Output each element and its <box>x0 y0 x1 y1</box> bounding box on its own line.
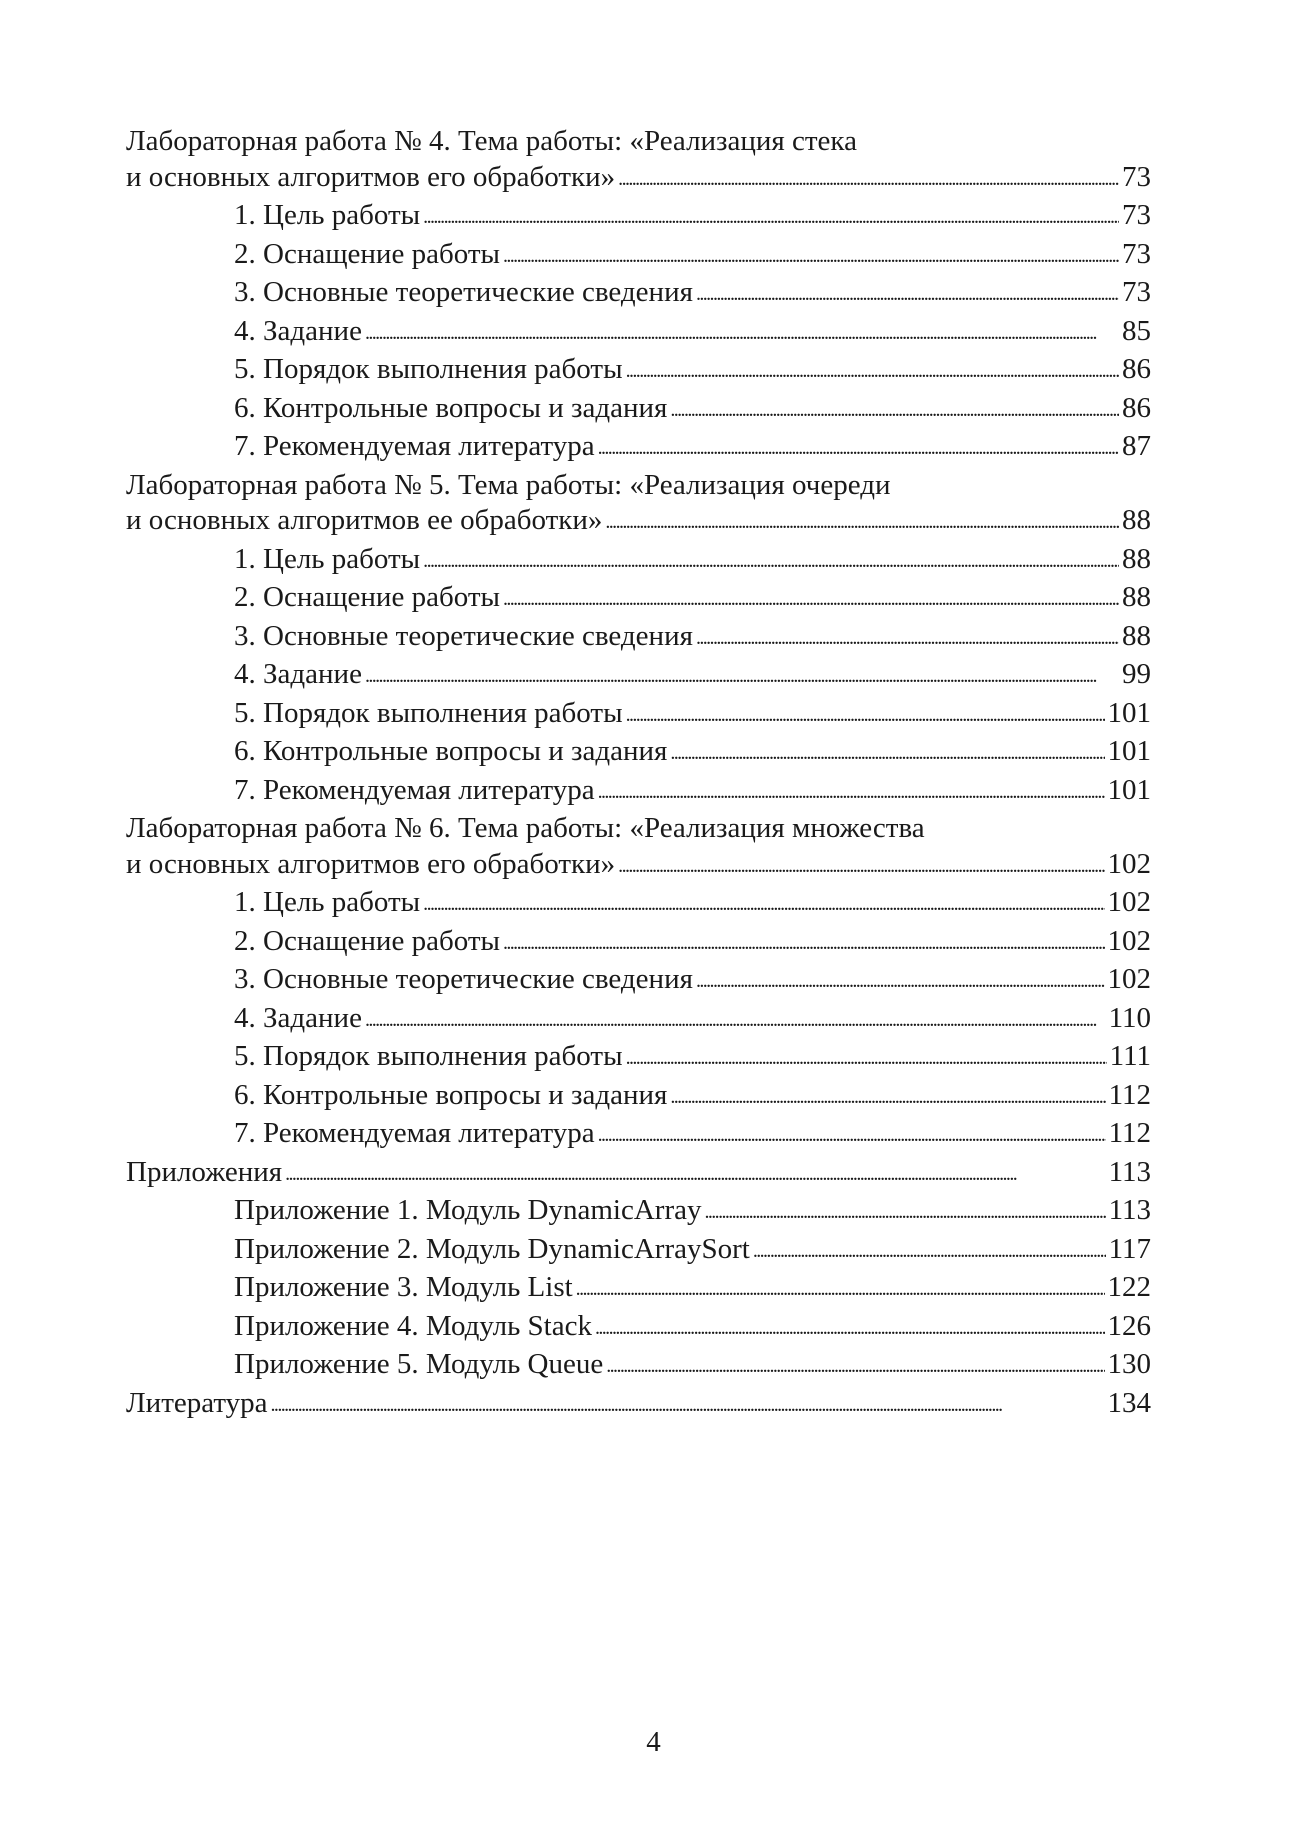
toc-entry-title: 7. Рекомендуемая литература <box>234 773 595 806</box>
dot-leader <box>598 772 1105 811</box>
dot-leader <box>626 695 1105 734</box>
toc-entry-title: 3. Основные теоретические сведения <box>234 619 693 652</box>
toc-entry-title: 5. Порядок выполнения работы <box>234 1040 623 1072</box>
dot-leader <box>503 923 1105 962</box>
toc-entry[interactable] <box>126 1078 1151 1117</box>
toc-entry-page: 99 <box>1122 658 1151 690</box>
dot-leader <box>626 1038 1107 1077</box>
dot-leader <box>598 428 1119 467</box>
toc-entry-page: 73 <box>1122 276 1151 308</box>
toc-entry[interactable] <box>126 924 1151 963</box>
dot-leader <box>503 579 1119 618</box>
dot-leader <box>670 390 1119 429</box>
toc-entry[interactable] <box>126 124 1151 160</box>
dot-leader <box>626 351 1119 390</box>
toc-entry[interactable] <box>126 1001 1151 1040</box>
toc-entry[interactable] <box>126 811 1151 847</box>
toc-entry-title: 5. Порядок выполнения работы <box>234 696 623 729</box>
dot-leader <box>753 1231 1106 1270</box>
toc-entry-title: 6. Контрольные вопросы и задания <box>234 735 668 767</box>
toc-entry[interactable] <box>126 1155 1151 1194</box>
toc-entry-title: Лабораторная работа № 4. Тема работы: «Реализация стека <box>126 125 857 157</box>
toc-entry-title: 7. Рекомендуемая литература <box>234 430 595 462</box>
dot-leader <box>696 618 1119 657</box>
toc-entry[interactable] <box>126 468 1151 504</box>
toc-entry[interactable] <box>126 198 1151 237</box>
dot-leader <box>365 313 1119 352</box>
toc-entry[interactable] <box>126 1386 1151 1425</box>
toc-entry-page: 110 <box>1108 1001 1151 1034</box>
toc-entry-page: 102 <box>1107 963 1151 995</box>
toc-entry[interactable] <box>126 275 1151 314</box>
dot-leader <box>423 197 1119 236</box>
dot-leader <box>696 274 1119 313</box>
toc-entry-page: 117 <box>1108 1232 1151 1265</box>
toc-entry-page: 112 <box>1108 1117 1151 1149</box>
toc-entry-page: 102 <box>1107 886 1151 918</box>
dot-leader <box>365 1000 1106 1039</box>
dot-leader <box>605 502 1119 541</box>
toc-entry[interactable] <box>126 885 1151 924</box>
toc-entry-page: 101 <box>1107 696 1151 729</box>
toc-entry[interactable] <box>126 1116 1151 1155</box>
toc-entry-title: 2. Оснащение работы <box>234 581 500 613</box>
toc-entry-page: 85 <box>1122 314 1151 347</box>
dot-leader <box>423 541 1119 580</box>
toc-entry-page: 88 <box>1122 581 1151 613</box>
toc-entry-page: 88 <box>1122 619 1151 652</box>
toc-entry[interactable] <box>126 1309 1151 1348</box>
toc-entry-page: 101 <box>1107 735 1151 767</box>
toc-entry-page: 126 <box>1107 1309 1151 1342</box>
toc-entry[interactable] <box>126 237 1151 276</box>
toc-entry[interactable] <box>126 542 1151 581</box>
toc-entry-page: 102 <box>1107 924 1151 957</box>
toc-entry[interactable] <box>126 1039 1151 1078</box>
dot-leader <box>704 1192 1105 1231</box>
toc-entry-title: 6. Контрольные вопросы и задания <box>234 391 668 424</box>
toc-entry[interactable] <box>126 696 1151 735</box>
toc-entry-title: и основных алгоритмов ее обработки» <box>126 504 603 536</box>
dot-leader <box>696 961 1105 1000</box>
toc-entry-title: 2. Оснащение работы <box>234 924 500 957</box>
toc-entry[interactable] <box>126 160 1151 199</box>
toc-entry[interactable] <box>126 352 1151 391</box>
toc-entry-page: 134 <box>1107 1386 1151 1419</box>
toc-entry-title: 1. Цель работы <box>234 199 421 231</box>
toc-entry[interactable] <box>126 1347 1151 1386</box>
toc-entry-title: 3. Основные теоретические сведения <box>234 963 693 995</box>
toc-entry-page: 73 <box>1122 199 1151 231</box>
toc-entry-page: 88 <box>1122 504 1151 536</box>
dot-leader <box>618 159 1119 198</box>
toc-entry-title: Приложение 4. Модуль Stack <box>234 1309 592 1342</box>
dot-leader <box>670 1077 1105 1116</box>
toc-entry[interactable] <box>126 1232 1151 1271</box>
toc-entry-page: 113 <box>1108 1194 1151 1226</box>
toc-entry[interactable] <box>126 657 1151 696</box>
toc-entry-page: 111 <box>1109 1040 1151 1072</box>
toc-entry[interactable] <box>126 847 1151 886</box>
toc-entry-title: 3. Основные теоретические сведения <box>234 276 693 308</box>
toc-entry-page: 73 <box>1122 160 1151 193</box>
toc-entry[interactable] <box>126 962 1151 1001</box>
dot-leader <box>503 236 1119 275</box>
toc-entry-page: 101 <box>1107 773 1151 806</box>
toc-entry-title: Литература <box>126 1386 268 1419</box>
toc-entry-title: Лабораторная работа № 5. Тема работы: «Реализация очереди <box>126 468 891 501</box>
toc-entry-title: 1. Цель работы <box>234 886 421 918</box>
toc-entry[interactable] <box>126 619 1151 658</box>
dot-leader <box>670 733 1104 772</box>
toc-entry-title: Приложение 1. Модуль DynamicArray <box>234 1194 702 1226</box>
toc-entry-page: 73 <box>1122 237 1151 270</box>
toc-entry-title: 5. Порядок выполнения работы <box>234 353 623 385</box>
toc-entry[interactable] <box>126 391 1151 430</box>
page-number: 4 <box>646 1726 661 1758</box>
toc-entry-title: Приложение 2. Модуль DynamicArraySort <box>234 1232 750 1265</box>
toc-entry-title: Приложение 5. Модуль Queue <box>234 1348 604 1380</box>
toc-entry[interactable] <box>126 734 1151 773</box>
toc-entry-page: 86 <box>1122 353 1151 385</box>
toc-entry-page: 87 <box>1122 430 1151 462</box>
toc-entry[interactable] <box>126 580 1151 619</box>
dot-leader <box>365 656 1119 695</box>
toc-entry-page: 112 <box>1108 1078 1151 1111</box>
toc-entry-title: Приложения <box>126 1155 283 1188</box>
toc-entry-title: 6. Контрольные вопросы и задания <box>234 1078 668 1111</box>
toc-entry-title: 2. Оснащение работы <box>234 237 500 270</box>
toc-entry[interactable] <box>126 1270 1151 1309</box>
dot-leader <box>598 1115 1106 1154</box>
dot-leader <box>285 1154 1105 1193</box>
toc-entry[interactable] <box>126 773 1151 812</box>
toc-entry-title: 1. Цель работы <box>234 542 421 575</box>
toc-entry[interactable] <box>126 314 1151 353</box>
toc-entry-page: 113 <box>1108 1155 1151 1188</box>
dot-leader <box>271 1385 1105 1424</box>
toc-entry-title: 4. Задание <box>234 314 362 347</box>
dot-leader <box>618 846 1104 885</box>
toc-entry-page: 86 <box>1122 391 1151 424</box>
table-of-contents <box>126 124 1151 1424</box>
dot-leader <box>423 884 1104 923</box>
toc-entry-title: и основных алгоритмов его обработки» <box>126 160 616 193</box>
toc-entry-page: 102 <box>1107 847 1151 880</box>
dot-leader <box>576 1269 1105 1308</box>
toc-entry-title: Лабораторная работа № 6. Тема работы: «Реализация множества <box>126 812 925 844</box>
dot-leader <box>606 1346 1104 1385</box>
toc-entry-title: 4. Задание <box>234 1001 362 1034</box>
toc-entry-title: 7. Рекомендуемая литература <box>234 1117 595 1149</box>
toc-entry-title: 4. Задание <box>234 658 362 690</box>
toc-entry-page: 122 <box>1107 1271 1151 1303</box>
toc-entry-page: 88 <box>1122 542 1151 575</box>
toc-entry[interactable] <box>126 1193 1151 1232</box>
dot-leader <box>595 1308 1105 1347</box>
toc-entry-title: Приложение 3. Модуль List <box>234 1271 573 1303</box>
toc-entry-page: 130 <box>1107 1348 1151 1380</box>
toc-entry-title: и основных алгоритмов его обработки» <box>126 847 616 880</box>
toc-entry[interactable] <box>126 503 1151 542</box>
toc-entry[interactable] <box>126 429 1151 468</box>
